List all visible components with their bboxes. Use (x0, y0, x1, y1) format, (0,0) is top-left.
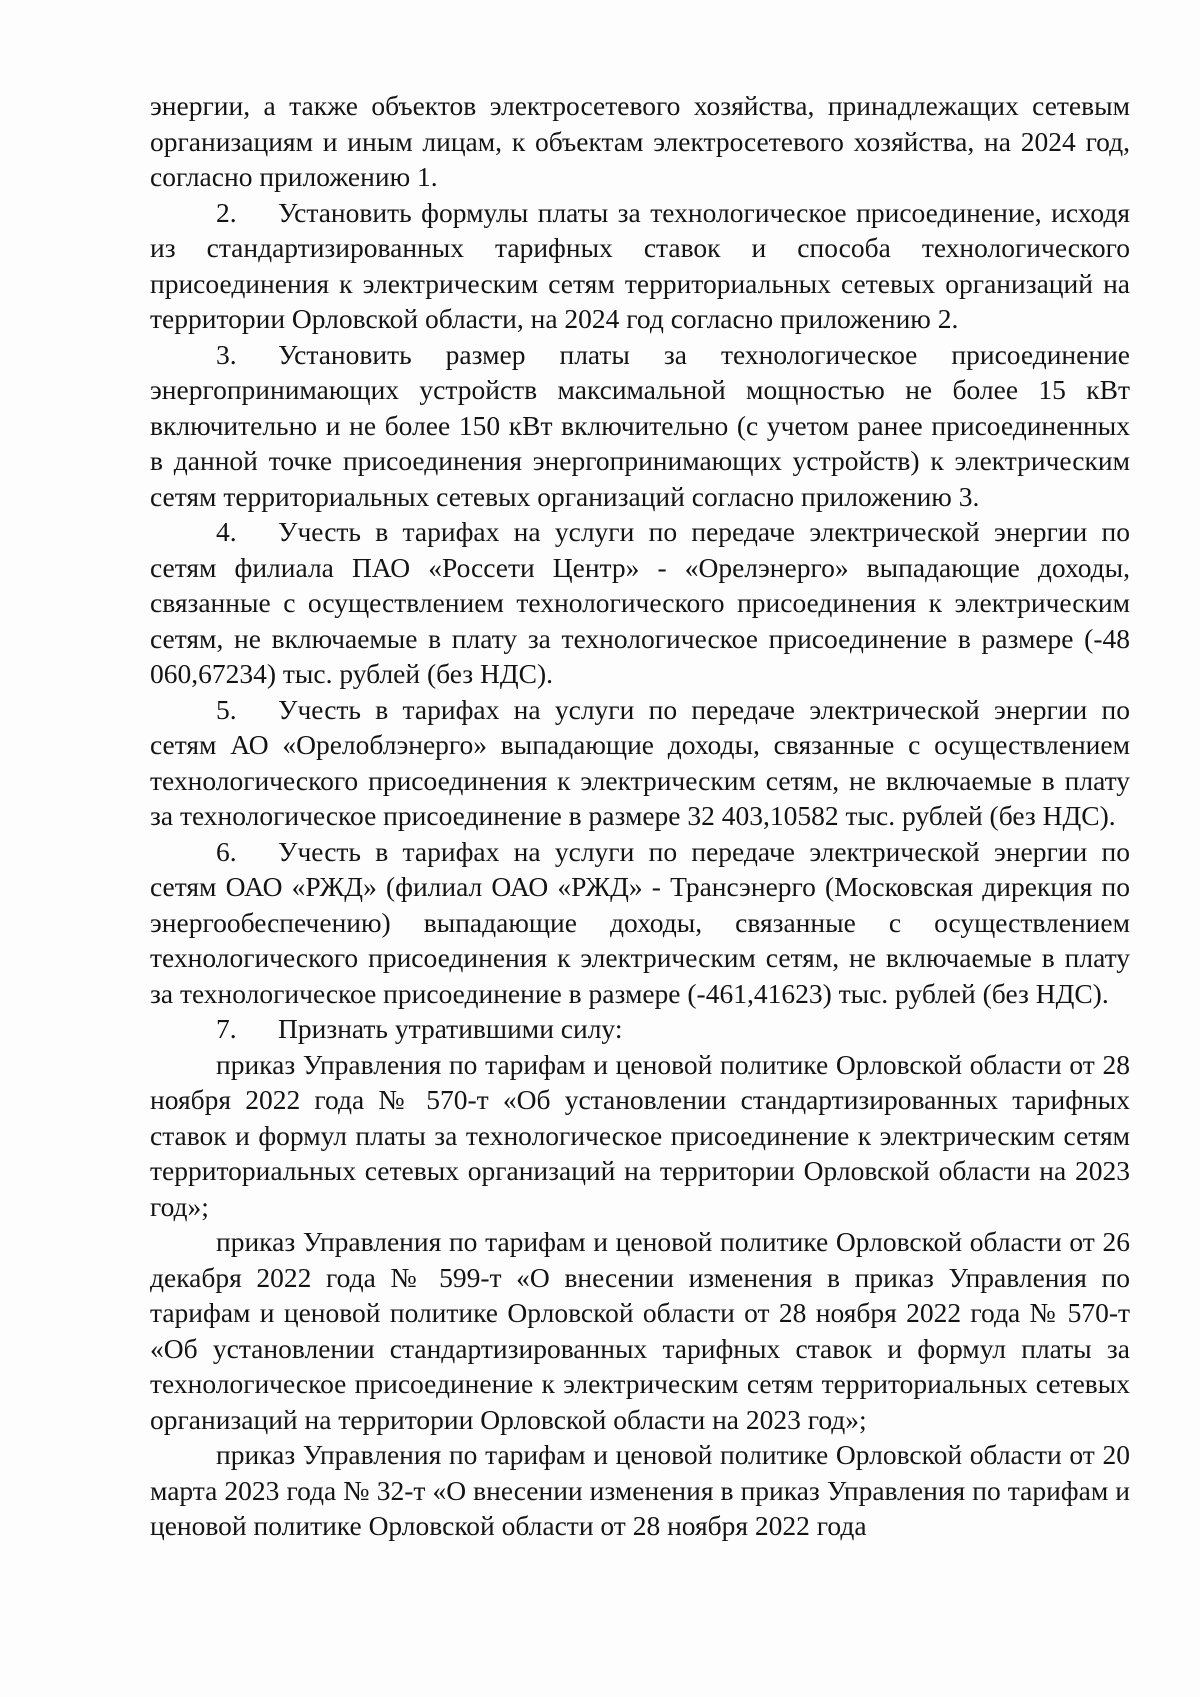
document-body (150, 88, 1130, 1544)
paragraph-text: Установить размер платы за технологическое присоединение энергопринимающих устройств максимальной мощностью не более 15 кВт включительно и не более 150 кВт включительно (с учетом ранее присоединенных в данной точке присоединения энергопринимающих устройств) к электрическим сетям территориальных сетевых организаций согласно приложению 3. (150, 338, 1130, 512)
paragraph-item-6 (150, 834, 1130, 1012)
paragraph-item-4 (150, 514, 1130, 692)
item-number: 2. (216, 196, 237, 228)
repealed-order-3 (150, 1437, 1130, 1544)
item-number: 3. (216, 338, 237, 370)
paragraph-text: Признать утратившими силу: (278, 1013, 623, 1044)
paragraph-item-7 (150, 1011, 1130, 1047)
item-number: 6. (216, 835, 237, 867)
paragraph-continuation (150, 88, 1130, 195)
paragraph-text: Учесть в тарифах на услуги по передаче электрической энергии по сетям АО «Орелоблэнерго» выпадающие доходы, связанные с осуществлением технологического присоединения к электрическим сетям, не включаемые в плату за технологическое присоединение в размере 32 403,10582 тыс. рублей (без НДС). (150, 693, 1130, 831)
item-number: 4. (216, 516, 237, 547)
paragraph-text: энергии, а также объектов электросетевого хозяйства, принадлежащих сетевым организациям и иным лицам, к объектам электросетевого хозяйства, на 2024 год, согласно приложению 1. (150, 90, 1130, 192)
paragraph-text: Учесть в тарифах на услуги по передаче электрической энергии по сетям филиала ПАО «Россети Центр» - «Орелэнерго» выпадающие доходы, связанные с осуществлением технологического присоединения к электрическим сетям, не включаемые в плату за технологическое присоединение в размере (-48 060,67234) тыс. рублей (без НДС). (150, 516, 1130, 689)
paragraph-item-2 (150, 195, 1130, 337)
paragraph-text: приказ Управления по тарифам и ценовой политике Орловской области от 20 марта 2023 года № 32-т «О внесении изменения в приказ Управления по тарифам и ценовой политике Орловской области от 28 ноября 2022 года (150, 1439, 1130, 1541)
item-number: 5. (216, 693, 237, 725)
paragraph-item-3 (150, 337, 1130, 515)
paragraph-text: Установить формулы платы за технологическое присоединение, исходя из стандартизированных тарифных ставок и способа технологического присоединения к электрическим сетям территориальных сетевых организаций на территории Орловской области, на 2024 год согласно приложению 2. (150, 196, 1130, 334)
paragraph-text: приказ Управления по тарифам и ценовой политике Орловской области от 26 декабря 2022 года № 599-т «О внесении изменения в приказ Управления по тарифам и ценовой политике Орловской области от 28 ноября 2022 года № 570-т «Об установлении стандартизированных тарифных ставок и формул платы за технологическое присоединение к электрическим сетям территориальных сетевых организаций на территории Орловской области на 2023 год»; (150, 1226, 1130, 1435)
repealed-order-1 (150, 1047, 1130, 1225)
paragraph-item-5 (150, 692, 1130, 834)
paragraph-text: Учесть в тарифах на услуги по передаче электрической энергии по сетям ОАО «РЖД» (филиал ОАО «РЖД» - Трансэнерго (Московская дирекция по энергообеспечению) выпадающие доходы, связанные с осуществлением технологического присоединения к электрическим сетям, не включаемые в плату за технологическое присоединение в размере (-461,41623) тыс. рублей (без НДС). (150, 835, 1130, 1009)
repealed-order-2 (150, 1224, 1130, 1437)
item-number: 7. (216, 1013, 237, 1044)
paragraph-text: приказ Управления по тарифам и ценовой политике Орловской области от 28 ноября 2022 года № 570-т «Об установлении стандартизированных тарифных ставок и формул платы за технологическое присоединение к электрическим сетям территориальных сетевых организаций на территории Орловской области на 2023 год»; (150, 1048, 1130, 1222)
